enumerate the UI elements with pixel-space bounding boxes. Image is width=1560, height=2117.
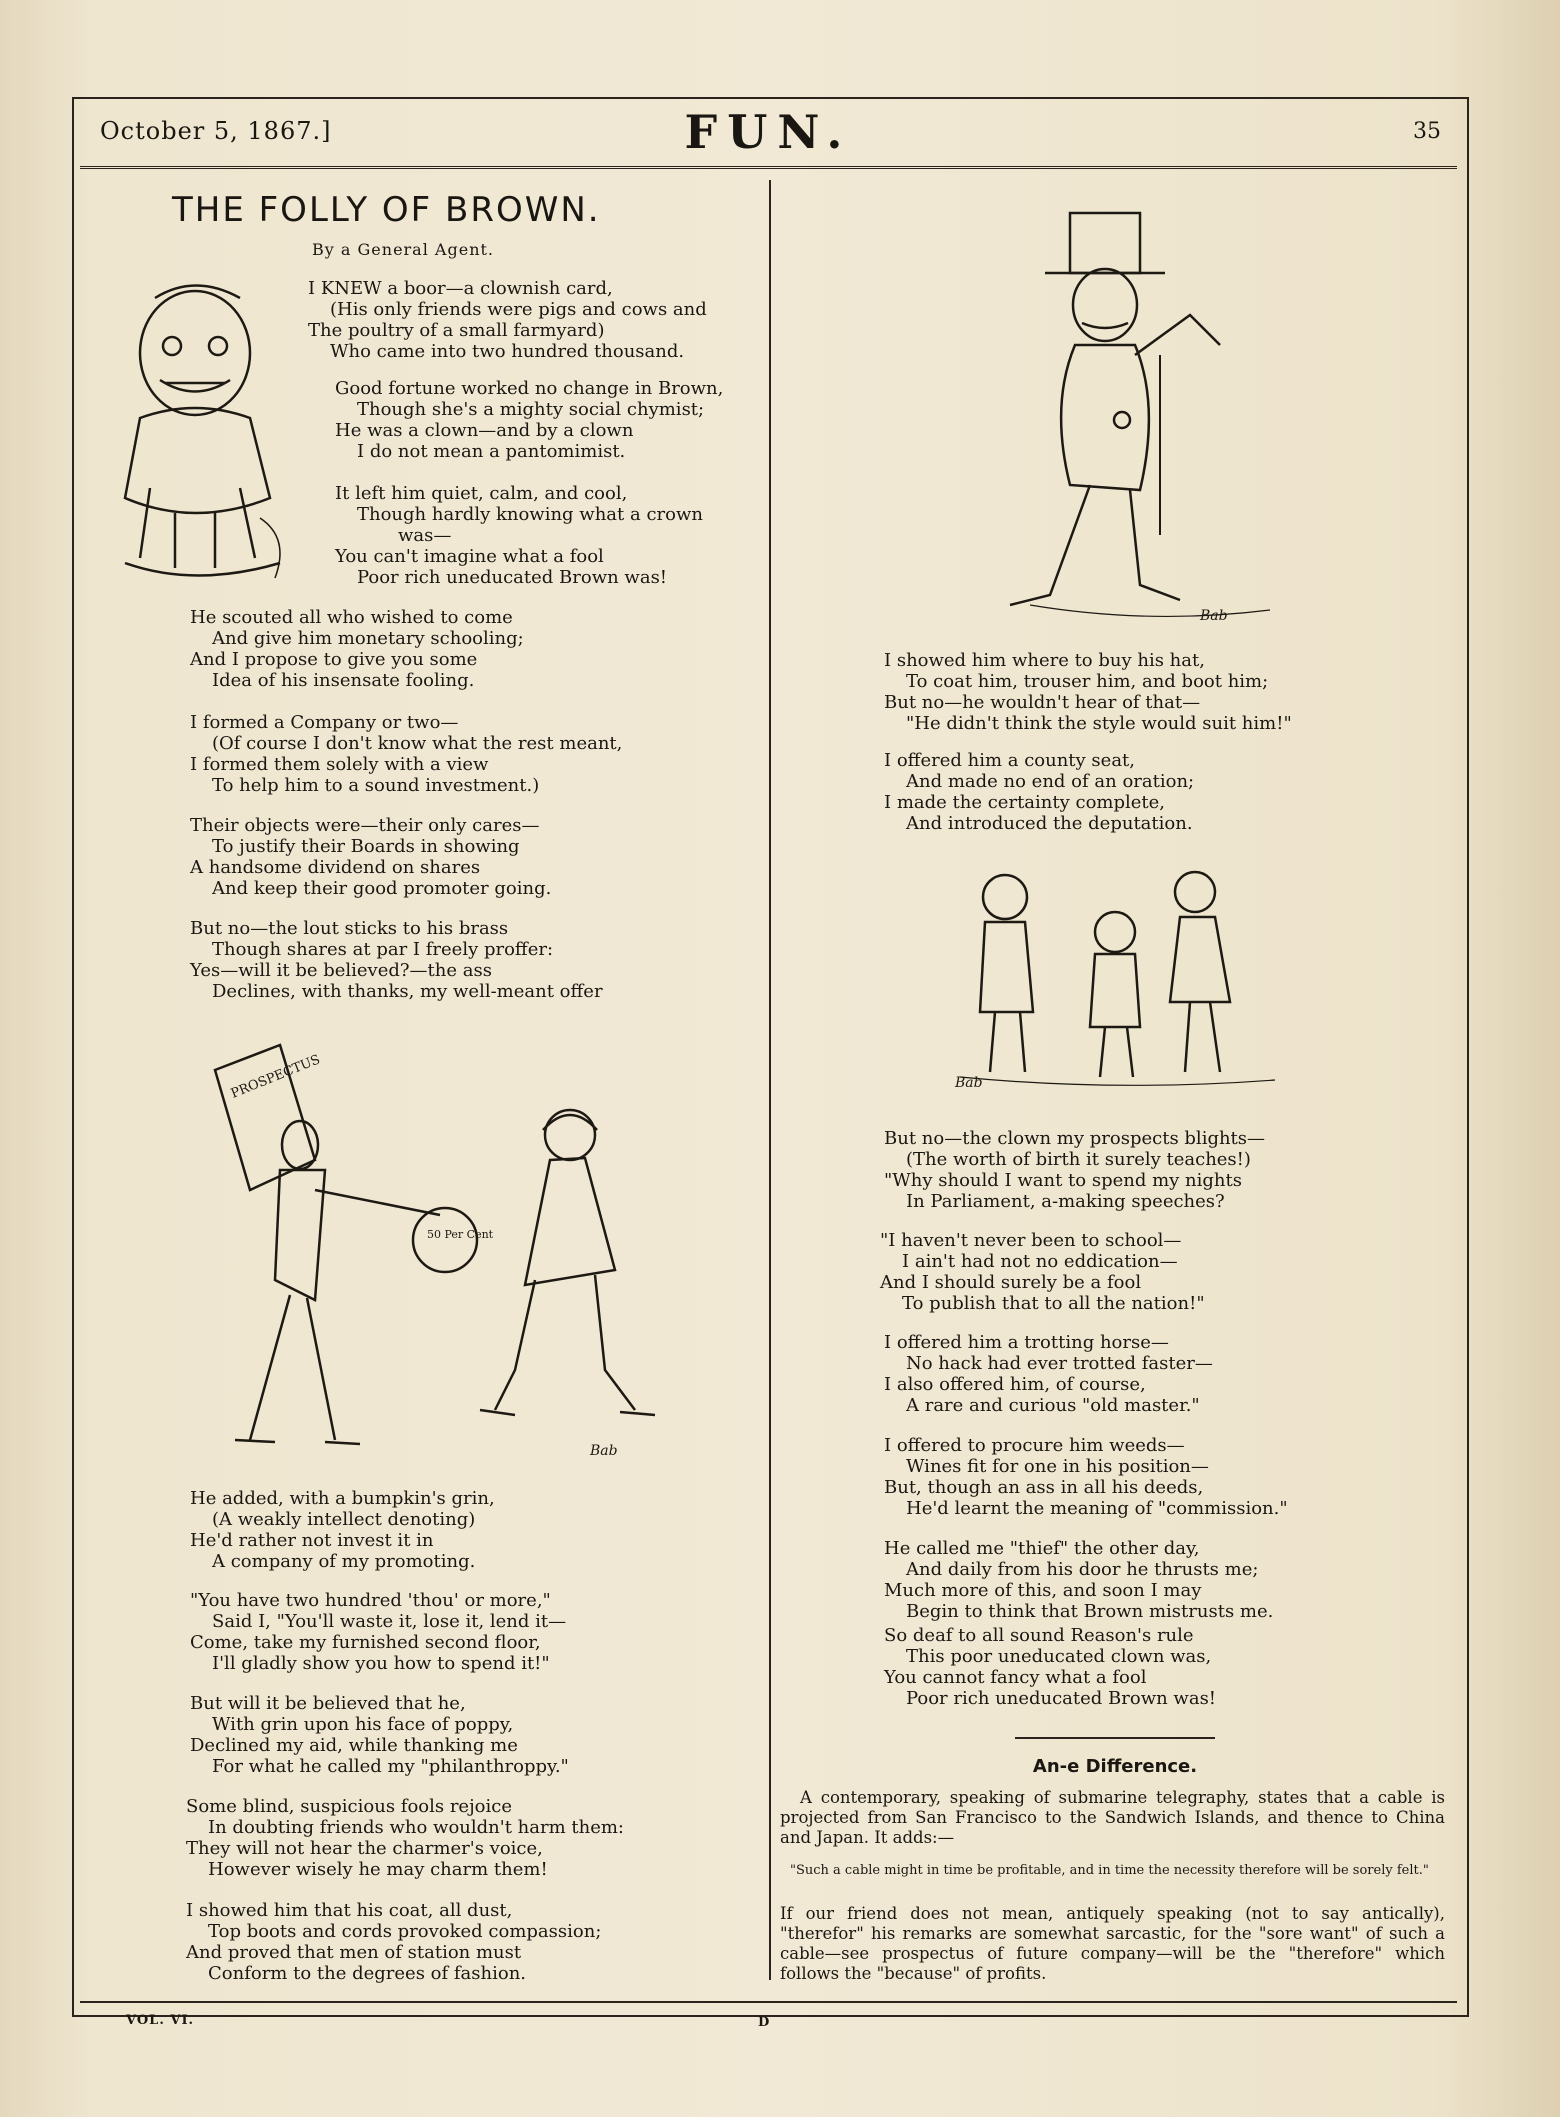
article-paragraph-1: A contemporary, speaking of submarine telegraphy, states that a cable is projected from San Francisco to the Sandwich Islands, and thence to China and Japan. It adds:— [780,1788,1445,1847]
stanza-3 [335,483,703,588]
verse-line: He was a clown—and by a clown [335,420,634,441]
verse-line: "I haven't never been to school— [880,1230,1182,1251]
stanza-19 [884,1538,1273,1622]
artist-signature: Bab [590,1443,618,1459]
stanza-20 [884,1625,1216,1709]
signature-mark: D [758,2015,770,2030]
verse-line: And introduced the deputation. [906,813,1193,834]
stanza-6 [190,815,551,899]
verse-line: Come, take my furnished second floor, [190,1632,541,1653]
verse-line: Some blind, suspicious fools rejoice [186,1796,512,1817]
verse-line: This poor uneducated clown was, [906,1646,1212,1667]
section-rule [1015,1737,1215,1739]
artist-signature: Bab [955,1075,983,1091]
verse-line: So deaf to all sound Reason's rule [884,1625,1194,1646]
verse-line: Poor rich uneducated Brown was! [357,567,668,588]
verse-line: A company of my promoting. [212,1551,476,1572]
verse-line: And give him monetary schooling; [212,628,524,649]
verse-line: And keep their good promoter going. [212,878,552,899]
verse-line: He'd rather not invest it in [190,1530,434,1551]
verse-line: Though shares at par I freely proffer: [212,939,554,960]
verse-line: In doubting friends who wouldn't harm them: [208,1817,624,1838]
artist-signature: Bab [1200,608,1228,624]
verse-line: No hack had ever trotted faster— [906,1353,1213,1374]
verse-line: (The worth of birth it surely teaches!) [906,1149,1251,1170]
issue-date: October 5, 1867.] [100,117,332,145]
verse-line: And made no end of an oration; [906,771,1195,792]
verse-line: But, though an ass in all his deeds, [884,1477,1204,1498]
volume-label: VOL. VI. [126,2013,195,2028]
sack-label: 50 Per Cent [427,1228,494,1241]
verse-line: I'll gladly show you how to spend it!" [212,1653,550,1674]
verse-line: Said I, "You'll waste it, lose it, lend it— [212,1611,567,1632]
verse-line: It left him quiet, calm, and cool, [335,483,628,504]
stanza-7 [190,918,603,1002]
header-rule [80,166,1457,169]
deputation-illustration [945,862,1285,1092]
verse-line: I ain't had not no eddication— [902,1251,1178,1272]
verse-line: Though she's a mighty social chymist; [357,399,705,420]
verse-line: I showed him that his coat, all dust, [186,1900,513,1921]
verse-line: I formed them solely with a view [190,754,489,775]
verse-line: Their objects were—their only cares— [190,815,540,836]
verse-line: "He didn't think the style would suit him!" [906,713,1292,734]
article-title: An-e Difference. [1032,1756,1198,1777]
verse-line: I KNEW a boor—a clownish card, [308,278,613,299]
verse-line: Yes—will it be believed?—the ass [190,960,492,981]
verse-line: And I propose to give you some [190,649,478,670]
verse-line: "You have two hundred 'thou' or more," [190,1590,551,1611]
verse-line: I showed him where to buy his hat, [884,650,1205,671]
page-number: 35 [1413,119,1441,144]
verse-line: To publish that to all the nation!" [902,1293,1205,1314]
stanza-15 [884,1128,1265,1212]
verse-line: (His only friends were pigs and cows and [330,299,707,320]
gentleman-in-top-hat-illustration [990,205,1310,635]
verse-line: But no—the clown my prospects blights— [884,1128,1266,1149]
stanza-12 [186,1900,601,1984]
verse-line: But will it be believed that he, [190,1693,466,1714]
verse-line: Idea of his insensate fooling. [212,670,475,691]
verse-line: A handsome dividend on shares [190,857,481,878]
verse-line: In Parliament, a-making speeches? [906,1191,1225,1212]
verse-line: Declines, with thanks, my well-meant offer [212,981,603,1002]
verse-line: And I should surely be a fool [880,1272,1142,1293]
verse-line: I also offered him, of course, [884,1374,1146,1395]
stanza-8 [190,1488,495,1572]
masthead-title: FUN. [684,105,853,159]
verse-line: But no—the lout sticks to his brass [190,918,509,939]
verse-line: The poultry of a small farmyard) [308,320,605,341]
verse-line: Begin to think that Brown mistrusts me. [906,1601,1274,1622]
stanza-10 [190,1693,569,1777]
verse-line: I made the certainty complete, [884,792,1166,813]
verse-line: (Of course I don't know what the rest meant, [212,733,623,754]
verse-line: With grin upon his face of poppy, [212,1714,514,1735]
verse-line: He'd learnt the meaning of "commission." [906,1498,1288,1519]
column-divider [769,180,771,1980]
verse-line: You cannot fancy what a fool [884,1667,1147,1688]
verse-line: Though hardly knowing what a crown [357,504,703,525]
footer-rule [80,2001,1457,2003]
verse-line: Who came into two hundred thousand. [330,341,685,362]
verse-line: He called me "thief" the other day, [884,1538,1200,1559]
verse-line: Conform to the degrees of fashion. [208,1963,527,1984]
verse-line: I offered him a trotting horse— [884,1332,1169,1353]
poem-byline: By a General Agent. [312,240,495,259]
clown-seated-illustration [100,268,310,593]
verse-line: "Why should I want to spend my nights [884,1170,1242,1191]
verse-line: Top boots and cords provoked compassion; [208,1921,602,1942]
verse-line: I formed a Company or two— [190,712,459,733]
poem-title: THE FOLLY OF BROWN. [172,190,601,230]
verse-line: And proved that men of station must [186,1942,522,1963]
verse-line: Much more of this, and soon I may [884,1580,1202,1601]
stanza-9 [190,1590,566,1674]
verse-line: was— [398,525,452,546]
stanza-18 [884,1435,1288,1519]
verse-line: (A weakly intellect denoting) [212,1509,476,1530]
verse-line: A rare and curious "old master." [906,1395,1200,1416]
verse-line: I offered to procure him weeds— [884,1435,1185,1456]
stanza-5 [190,712,622,796]
verse-line: I offered him a county seat, [884,750,1136,771]
verse-line: Declined my aid, while thanking me [190,1735,518,1756]
verse-line: However wisely he may charm them! [208,1859,548,1880]
stanza-17 [884,1332,1213,1416]
verse-line: They will not hear the charmer's voice, [186,1838,543,1859]
verse-line: Wines fit for one in his position— [906,1456,1209,1477]
stanza-14 [884,750,1194,834]
verse-line: But no—he wouldn't hear of that— [884,692,1201,713]
prospectus-label: PROSPECTUS [228,1052,323,1102]
stanza-4 [190,607,524,691]
verse-line: He added, with a bumpkin's grin, [190,1488,495,1509]
verse-line: For what he called my "philanthroppy." [212,1756,569,1777]
verse-line: Poor rich uneducated Brown was! [906,1688,1217,1709]
stanza-1 [308,278,707,362]
stanza-2 [335,378,723,462]
verse-line: To justify their Boards in showing [212,836,520,857]
stanza-11 [186,1796,624,1880]
promoter-and-clown-illustration [195,1040,715,1460]
verse-line: Good fortune worked no change in Brown, [335,378,724,399]
verse-line: I do not mean a pantomimist. [357,441,626,462]
article-paragraph-2: If our friend does not mean, antiquely speaking (not to say antically), "therefor" his remarks are somewhat sarcastic, for the "sore want" of such a cable—see prospectus of future company—will be the "therefore" which follows the "because" of profits. [780,1904,1445,1983]
stanza-16 [880,1230,1205,1314]
stanza-13 [884,650,1292,734]
verse-line: To coat him, trouser him, and boot him; [906,671,1269,692]
verse-line: To help him to a sound investment.) [212,775,540,796]
article-quote: "Such a cable might in time be profitable, and in time the necessity therefore will be sorely felt." [790,1863,1429,1878]
verse-line: And daily from his door he thrusts me; [906,1559,1259,1580]
verse-line: You can't imagine what a fool [335,546,604,567]
verse-line: He scouted all who wished to come [190,607,513,628]
page-header [72,97,1465,167]
